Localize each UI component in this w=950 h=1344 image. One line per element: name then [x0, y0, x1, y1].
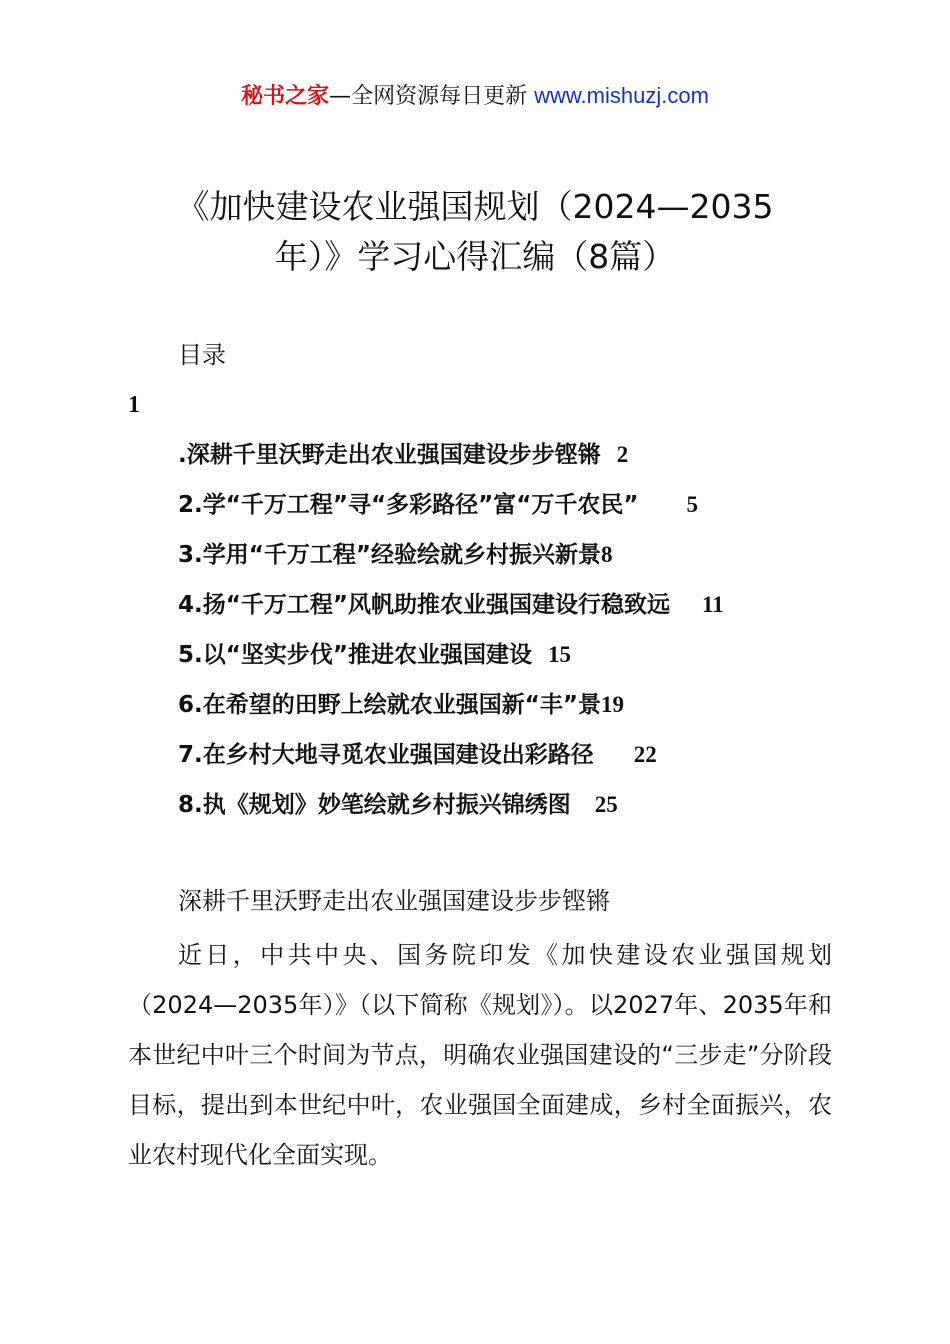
toc-item-label: 3.学用“千万工程”经验绘就乡村振兴新景: [178, 542, 601, 568]
toc-item[interactable]: [178, 538, 724, 588]
toc-item-label: 2.学“千万工程”寻“多彩路径”富“万千农民”: [178, 492, 639, 518]
title-line-2: 年）》学习心得汇编（8篇）: [274, 237, 676, 276]
toc-item-page: 25: [594, 792, 618, 817]
header-tagline: —全网资源每日更新: [329, 84, 528, 109]
toc-item-label: 4.扬“千万工程”风帆助推农业强国建设行稳致远: [178, 592, 670, 618]
toc-item-page: 22: [633, 742, 657, 767]
toc-list: [178, 438, 724, 838]
toc-item[interactable]: [178, 738, 724, 788]
toc-item-label: 7.在乡村大地寻觅农业强国建设出彩路径: [178, 742, 594, 768]
toc-item[interactable]: [178, 688, 724, 738]
toc-item-label: .深耕千里沃野走出农业强国建设步步铿锵: [178, 442, 601, 468]
toc-item[interactable]: [178, 588, 724, 638]
site-url-link[interactable]: www.mishuzj.com: [534, 83, 709, 108]
toc-item[interactable]: [178, 788, 724, 838]
site-header: [0, 80, 950, 113]
toc-item-page: 19: [600, 692, 624, 717]
toc-first-number: 1: [128, 392, 140, 418]
section-title: 深耕千里沃野走出农业强国建设步步铿锵: [178, 887, 610, 915]
toc-item-page: 5: [686, 492, 698, 517]
toc-item-label: 6.在希望的田野上绘就农业强国新“丰”景: [178, 692, 601, 718]
title-line-1: 《加快建设农业强国规划（2024—2035: [176, 187, 774, 226]
toc-item-label: 8.执《规划》妙笔绘就乡村振兴锦绣图: [178, 792, 571, 818]
toc-item[interactable]: [178, 638, 724, 688]
brand-name: 秘书之家: [241, 84, 330, 109]
document-title: [0, 182, 950, 282]
toc-item-page: 11: [702, 592, 724, 617]
toc-item-label: 5.以“坚实步伐”推进农业强国建设: [178, 642, 532, 668]
toc-heading: 目录: [178, 341, 226, 369]
toc-item-page: 2: [616, 442, 629, 467]
toc-item[interactable]: [178, 488, 724, 538]
toc-item[interactable]: [178, 438, 724, 488]
toc-item-page: 15: [548, 642, 571, 667]
section-paragraph: 近日，中共中央、国务院印发《加快建设农业强国规划（2024—2035年）》（以下简称《规划》）。以2027年、2035年和本世纪中叶三个时间为节点，明确农业强国建设的“三步走”分阶段目标，提出到本世纪中叶，农业强国全面建成，乡村全面振兴，农业农村现代化全面实现。: [128, 941, 832, 1169]
toc-item-page: 8: [600, 542, 613, 567]
